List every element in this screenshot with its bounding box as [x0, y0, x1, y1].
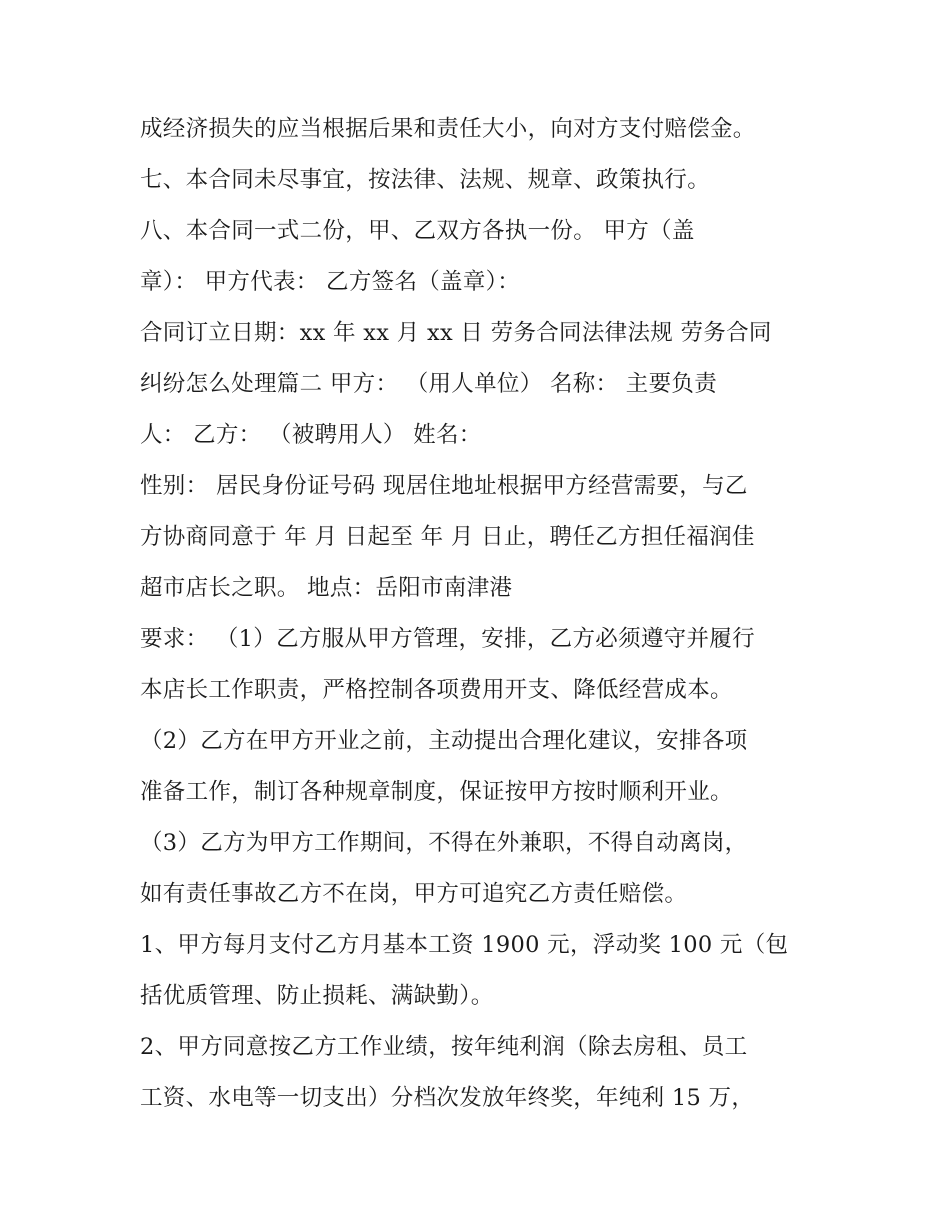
paragraph-line: 括优质管理、防止损耗、满缺勤）。 — [140, 983, 494, 1009]
paragraph-line: 七、本合同未尽事宜，按法律、法规、规章、政策执行。 — [140, 167, 711, 193]
paragraph-line: 合同订立日期：xx 年 xx 月 xx 日 劳务合同法律法规 劳务合同 — [140, 320, 772, 346]
paragraph-line: 纠纷怎么处理篇二 甲方： （用人单位） 名称： 主要负责 — [140, 371, 718, 397]
paragraph-line: 八、本合同一式二份，甲、乙双方各执一份。 甲方（盖 — [140, 218, 695, 244]
paragraph-line: 人： 乙方： （被聘用人） 姓名： — [140, 422, 482, 448]
paragraph-line: 章）： 甲方代表： 乙方签名（盖章）： — [140, 269, 521, 295]
paragraph-line: 要求： （1）乙方服从甲方管理，安排，乙方必须遵守并履行 — [140, 626, 755, 652]
paragraph-line: 性别： 居民身份证号码 现居住地址根据甲方经营需要，与乙 — [140, 473, 748, 499]
paragraph-line: 工资、水电等一切支出）分档次发放年终奖，年纯利 15 万， — [140, 1085, 755, 1111]
paragraph-line: 超市店长之职。 地点：岳阳市南津港 — [140, 575, 513, 601]
paragraph-line: 准备工作，制订各种规章制度，保证按甲方按时顺利开业。 — [140, 779, 733, 805]
paragraph-line: （3）乙方为甲方工作期间，不得在外兼职，不得自动离岗， — [140, 830, 748, 856]
paragraph-line: 如有责任事故乙方不在岗，甲方可追究乙方责任赔偿。 — [140, 881, 688, 907]
document-body — [140, 104, 820, 1124]
paragraph-line: （2）乙方在甲方开业之前，主动提出合理化建议，安排各项 — [140, 728, 748, 754]
paragraph-line: 本店长工作职责，严格控制各项费用开支、降低经营成本。 — [140, 677, 733, 703]
paragraph-line: 1、甲方每月支付乙方月基本工资 1900 元，浮动奖 100 元（包 — [140, 932, 789, 958]
paragraph-line: 2、甲方同意按乙方工作业绩，按年纯利润（除去房租、员工 — [140, 1034, 748, 1060]
paragraph-line: 方协商同意于 年 月 日起至 年 月 日止，聘任乙方担任福润佳 — [140, 524, 755, 550]
paragraph-line: 成经济损失的应当根据后果和责任大小，向对方支付赔偿金。 — [140, 116, 756, 142]
